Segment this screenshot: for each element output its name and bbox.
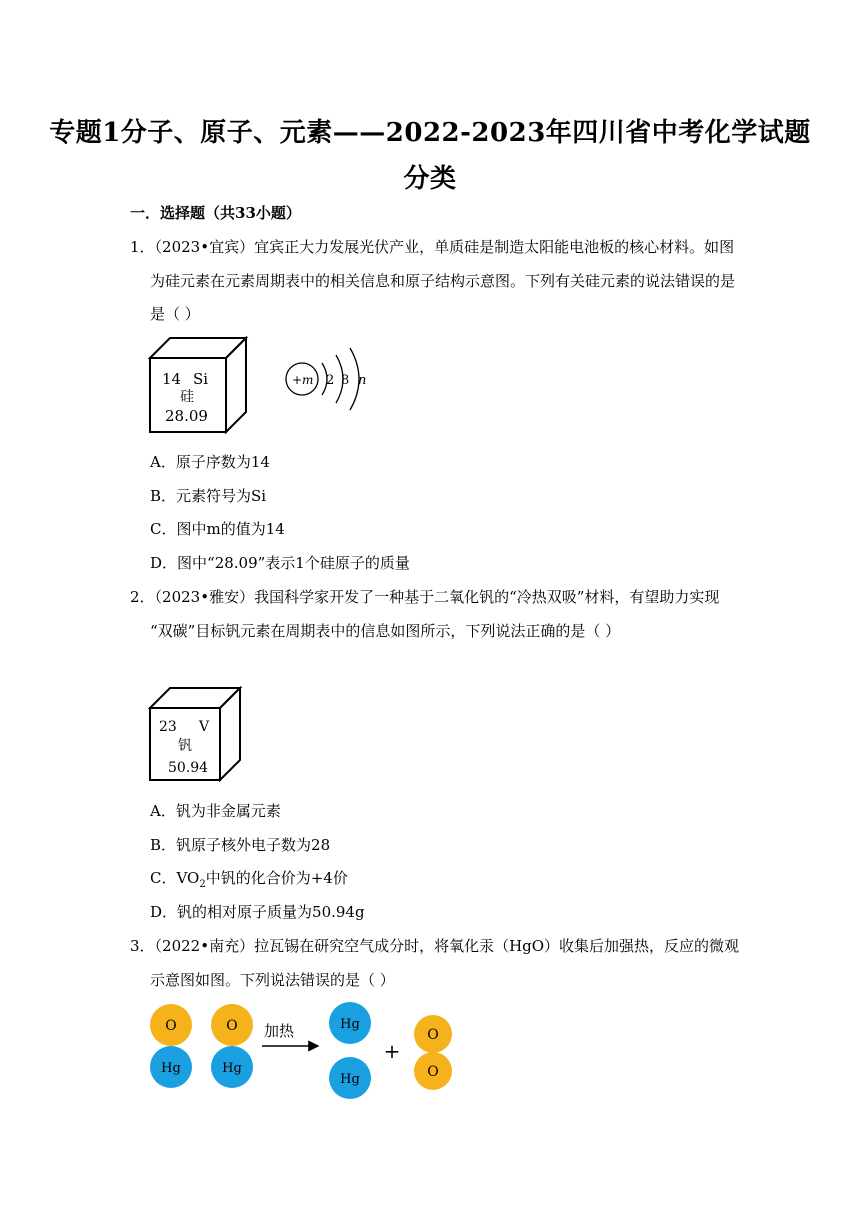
q1-element-symbol: Si — [193, 370, 209, 388]
q3-stem-line1: 3．（2022•南充）拉瓦锡在研究空气成分时，将氧化汞（HgO）收集后加强热，反应的微观 — [130, 937, 740, 955]
mercury-product-label-1: Hg — [340, 1017, 360, 1032]
plus-sign: + — [383, 1039, 401, 1063]
q2-atomic-mass: 50.94 — [168, 760, 209, 776]
q2-option-b: B．钒原子核外电子数为28 — [150, 836, 331, 854]
oxygen-label-2: O — [226, 1018, 238, 1034]
arrow-label: 加热 — [264, 1022, 295, 1040]
q1-stem-line3: 是（ ） — [150, 305, 200, 323]
q2-option-a: A．钒为非金属元素 — [150, 802, 281, 820]
q2-element-name: 钒 — [178, 738, 192, 754]
section-heading: 一．选择题（共33小题） — [130, 204, 301, 222]
q1-atomic-mass: 28.09 — [165, 407, 208, 425]
shell-3-electrons: n — [358, 373, 367, 388]
oxygen-product-label-2: O — [427, 1064, 439, 1080]
q2-option-c: C．$VO_2$中钒的化合价为+4价 — [150, 869, 348, 890]
nucleus-charge-label: +m — [292, 373, 314, 387]
q1-option-a: A．原子序数为14 — [150, 453, 270, 471]
page-title: 专题1分子、原子、元素——2022-2023年四川省中考化学试题 — [49, 118, 811, 148]
page-title-continued: 分类 — [403, 164, 457, 194]
q1-option-b: B．元素符号为Si — [150, 487, 267, 505]
q3-stem-line2: 示意图如图。下列说法错误的是（ ） — [150, 971, 395, 989]
q2-stem-line1: 2．（2023•雅安）我国科学家开发了一种基于二氧化钒的“冷热双吸”材料，有望助力实现 — [130, 588, 720, 606]
q2-option-d: D．钒的相对原子质量为50.94g — [150, 903, 365, 921]
q1-element-name: 硅 — [180, 389, 194, 405]
mercury-label-2: Hg — [222, 1061, 242, 1076]
shell-1-electrons: 2 — [326, 373, 335, 388]
oxygen-label-1: O — [165, 1018, 177, 1034]
q1-stem-line1: 1．（2023•宜宾）宜宾正大力发展光伏产业，单质硅是制造太阳能电池板的核心材料。如图 — [130, 238, 735, 256]
mercury-label-1: Hg — [161, 1061, 181, 1076]
q2-stem-line2: “双碳”目标钒元素在周期表中的信息如图所示，下列说法正确的是（ ） — [150, 622, 621, 640]
q2-atomic-number: 23 — [159, 719, 177, 735]
q1-silicon-element-card — [148, 336, 250, 436]
q2-vanadium-element-card — [148, 686, 244, 782]
mercury-product-label-2: Hg — [340, 1072, 360, 1087]
q1-atomic-structure-diagram — [284, 345, 374, 413]
q1-option-d: D．图中“28.09”表示1个硅原子的质量 — [150, 554, 410, 572]
q1-stem-line2: 为硅元素在元素周期表中的相关信息和原子结构示意图。下列有关硅元素的说法错误的是 — [150, 272, 736, 290]
q1-atomic-number: 14 — [162, 370, 182, 388]
q2-element-symbol: V — [199, 719, 210, 735]
q1-option-c: C．图中m的值为14 — [150, 520, 285, 538]
oxygen-product-label-1: O — [427, 1027, 439, 1043]
q3-reaction-diagram — [148, 1000, 468, 1104]
shell-2-electrons: 8 — [341, 373, 350, 388]
